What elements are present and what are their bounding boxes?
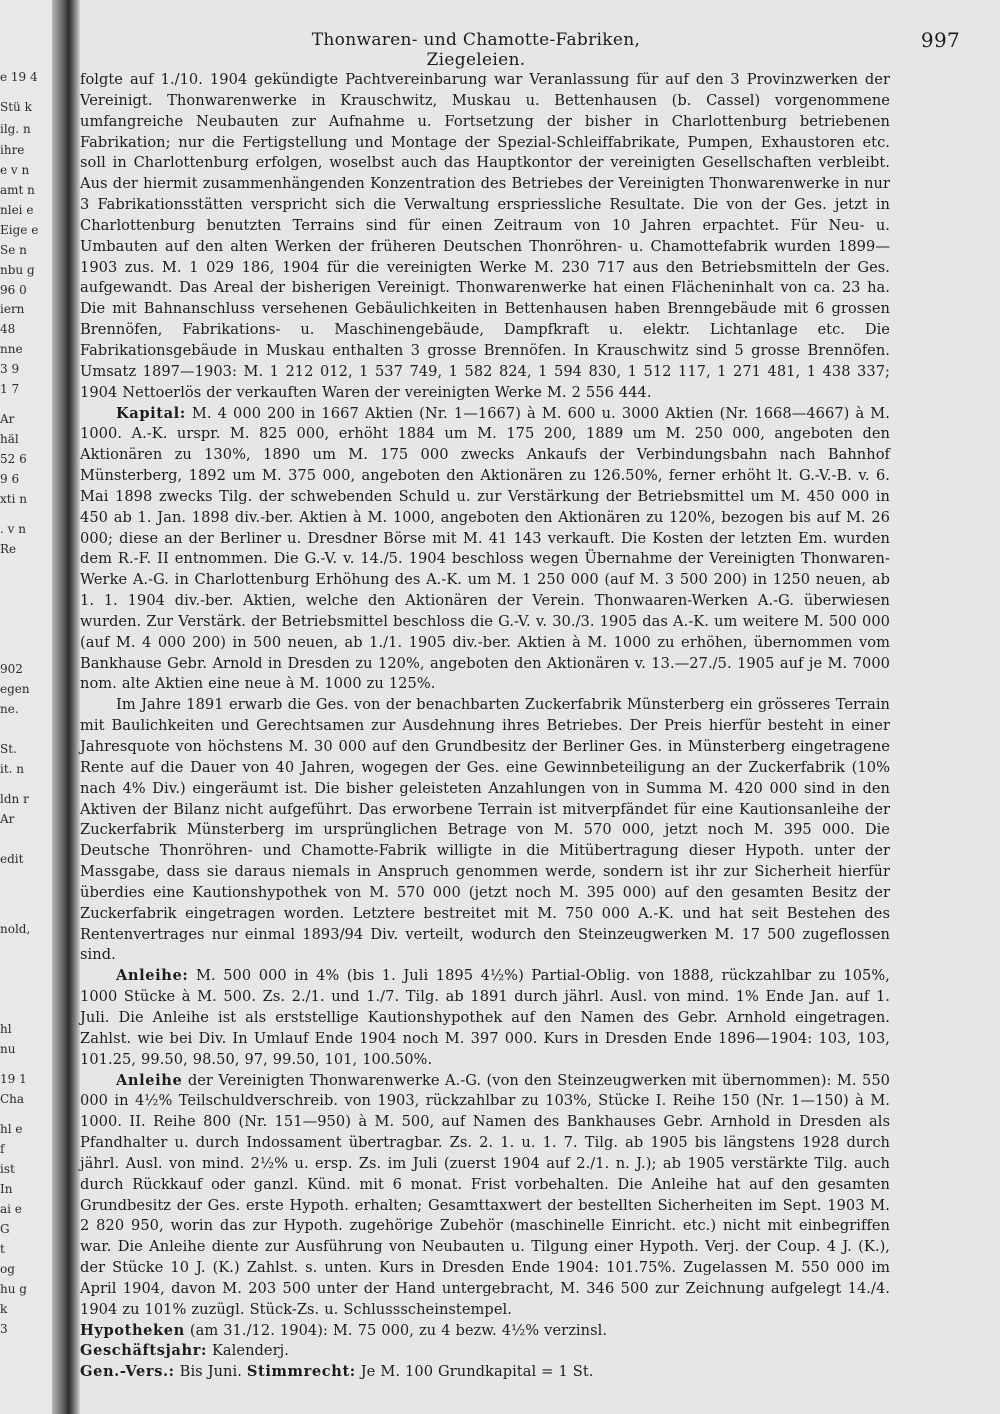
- page-number: 997: [920, 28, 960, 52]
- gutter-fragment: Re: [0, 542, 17, 556]
- gutter-fragment: Cha: [0, 1092, 25, 1106]
- gutter-fragment: Se n: [0, 243, 27, 257]
- gutter-fragment: hl e: [0, 1122, 23, 1136]
- gutter-fragment: egen: [0, 682, 30, 696]
- paragraph-continuation: folgte auf 1./10. 1904 gekündigte Pachtvereinbarung war Veranlassung für auf den 3 Provinzwerken der Vereinigt. Thonwarenwerke in Krauschwitz, Muskau u. Bettenhausen (b. Cassel) vorgenommene umfangreiche Neubauten zur Aufnahme u. Fortsetzung der bisher in Charlottenburg betriebenen Fabrikation; nur die Fertigstellung und Montage der Spezial-Schleiffabrikate, Pumpen, Exhaustoren etc. soll in Charlottenburg erfolgen, woselbst auch das Hauptkontor der vereinigten Gesellschaften verbleibt. Aus der hiermit zusammenhängenden Konzentration des Betriebes der Vereinigten Thonwarenwerke in nur 3 Fabrikationsstätten verspricht sich die Verwaltung erspriessliche Resultate. Die von der Ges. jetzt in Charlottenburg benutzten Terrains sind für einen Zeitraum von 10 Jahren erpachtet. Für Neu- u. Umbauten auf den alten Werken der früheren Deutschen Thonröhren- u. Chamottefabrik wurden 1899—1903 zus. M. 1 029 186, 1904 für die vereinigten Werke M. 230 717 aus den Betriebsmitteln der Ges. aufgewandt. Das Areal der bisherigen Vereinigt. Thonwarenwerke hat einen Flächeninhalt von ca. 23 ha. Die mit Bahnanschluss versehenen Gebäulichkeiten in Bettenhausen haben Brenngebäude mit 6 grossen Brennöfen, Fabrikations- u. Maschinengebäude, Dampfkraft u. elektr. Lichtanlage etc. Die Fabrikationsgebäude in Muskau enthalten 3 grosse Brennöfen. In Krauschwitz sind 5 grosse Brennöfen. Umsatz 1897—1903: M. 1 212 012, 1 537 749, 1 582 824, 1 594 830, 1 512 117, 1 271 481, 1 438 337; 1904 Nettoerlös der verkauften Waren der vereinigten Werke M. 2 556 444.: [80, 71, 890, 401]
- section-label-anleihe-2: Anleihe: [116, 1071, 183, 1089]
- paragraph-terrain: Im Jahre 1891 erwarb die Ges. von der benachbarten Zuckerfabrik Münsterberg ein grösseres Terrain mit Baulichkeiten und Gerechtsamen zur Ausdehnung ihres Betriebes. Der Preis hierfür besteht in einer Jahresquote von höchstens M. 30 000 auf den Grundbesitz der Berliner Ges. in Münsterberg eingetragene Rente auf die Dauer von 40 Jahren, wogegen der Ges. eine Gewinnbeteiligung an der Zuckerfabrik (10% nach 4% Div.) eingeräumt ist. Die bisher geleisteten Anzahlungen von in Summa M. 420 000 sind in den Aktiven der Bilanz nicht aufgeführt. Das erworbene Terrain ist mitverpfändet für eine Kautionsanleihe der Zuckerfabrik Münsterberg im ursprünglichen Betrage von M. 570 000, jetzt noch M. 395 000. Die Deutsche Thonröhren- und Chamotte-Fabrik willigte in die Mitübertragung dieser Hypoth. unter der Massgabe, dass sie daraus niemals in Anspruch genommen werde, sondern ist ihr zur Sicherheit hierfür überdies eine Kautionshypothek von M. 570 000 (jetzt noch M. 395 000) auf den gesamten Besitz der Zuckerfabrik eingetragen worden. Letztere bestreitet mit M. 750 000 A.-K. und hat seit Bestehen des Rentenvertrages nur einmal 1893/94 Div. verteilt, wodurch den Steinzeugwerken M. 17 500 zugeflossen sind.: [80, 696, 890, 964]
- gutter-fragment: ai e: [0, 1202, 22, 1216]
- section-label-stimmrecht: Stimmrecht:: [246, 1363, 356, 1381]
- paragraph-anleihe-1: Anleihe: M. 500 000 in 4% (bis 1. Juli 1895 4½%) Partial-Oblig. von 1888, rückzahlbar zu 105%, 1000 Stücke à M. 500. Zs. 2./1. und 1./7. Tilg. ab 1891 durch jährl. Ausl. von mind. 1% Ende Jan. auf 1. Juli. Die Anleihe ist als erststellige Kautionshypothek auf den Namen des Gebr. Arnhold eingetragen. Zahlst. wie bei Div. In Umlauf Ende 1904 noch M. 397 000. Kurs in Dresden Ende 1896—1904: 103, 103, 101.25, 99.50, 98.50, 97, 99.50, 101, 100.50%.: [80, 967, 890, 1068]
- gutter-fragment: og: [0, 1262, 15, 1276]
- paragraph-hypotheken: Hypotheken (am 31./12. 1904): M. 75 000, zu 4 bezw. 4½% verzinsl.: [80, 1321, 608, 1339]
- section-label-hypotheken: Hypotheken: [80, 1321, 185, 1339]
- gutter-fragment: e 19 4: [0, 70, 38, 84]
- gutter-fragment: ne.: [0, 702, 19, 716]
- gutter-fragment: Eige e: [0, 223, 39, 237]
- gutter-fragment: iern: [0, 302, 25, 316]
- gutter-fragment: Ar: [0, 412, 15, 426]
- gutter-fragment: nu: [0, 1042, 16, 1056]
- gutter-fragment: ilg. n: [0, 122, 31, 136]
- gutter-fragment: f: [0, 1142, 5, 1156]
- gutter-fragment: edit: [0, 852, 24, 866]
- gutter-fragment: nbu g: [0, 263, 35, 277]
- gutter-fragment: ihre: [0, 143, 25, 157]
- gutter-fragment: nlei e: [0, 203, 34, 217]
- gutter-fragment: 3 9: [0, 362, 20, 376]
- paragraph-kapital: Kapital: M. 4 000 200 in 1667 Aktien (Nr. 1—1667) à M. 600 u. 3000 Aktien (Nr. 1668—4667) à M. 1000. A.-K. urspr. M. 825 000, erhöht 1884 um M. 175 200, 1889 um M. 250 000, angeboten den Aktionären zu 130%, 1890 um M. 175 000 zwecks Ankaufs der Verbindungsbahn nach Bahnhof Münsterberg, 1892 um M. 375 000, angeboten den Aktionären zu 126.50%, ferner erhöht lt. G.-V.-B. v. 6. Mai 1898 zwecks Tilg. der schwebenden Schuld u. zur Verstärkung der Betriebsmittel um M. 450 000 in 450 ab 1. Jan. 1898 div.-ber. Aktien à M. 1000, angeboten den Aktionären zu 120%, bezogen bis auf M. 26 000; diese an der Berliner u. Dresdner Börse mit M. 41 143 verkauft. Die Kosten der letzten Em. wurden dem R.-F. II entnommen. Die G.-V. v. 14./5. 1904 beschloss wegen Übernahme der Vereinigten Thonwaren-Werke A.-G. in Charlottenburg Erhöhung des A.-K. um M. 1 250 000 (auf M. 3 500 200) in 1250 neuen, ab 1. 1. 1904 div.-ber. Aktien, welche den Aktionären der Verein. Thonwaaren-Werken A.-G. überwiesen wurden. Zur Verstärk. der Betriebsmittel beschloss die G.-V. v. 30./3. 1905 das A.-K. um weitere M. 500 000 (auf M. 4 000 200) in 500 neuen, ab 1./1. 1905 div.-ber. Aktien à M. 1000 zu erhöhen, übernommen vom Bankhause Gebr. Arnold in Dresden zu 120%, angeboten den Aktionären v. 13.—27./5. 1905 auf je M. 7000 nom. alte Aktien eine neue à M. 1000 zu 125%.: [80, 404, 890, 693]
- paragraph-anleihe-2: Anleihe der Vereinigten Thonwarenwerke A.-G. (von den Steinzeugwerken mit übernommen): M. 550 000 in 4½% Teilschuldverschreib. von 1903, rückzahlbar zu 103%, Stücke I. Reihe 150 (Nr. 1—150) à M. 1000. II. Reihe 800 (Nr. 151—950) à M. 500, auf Namen des Bankhauses Gebr. Arnhold in Dresden als Pfandhalter u. durch Indossament übertragbar. Zs. 2. 1. u. 1. 7. Tilg. ab 1905 bis längstens 1928 durch jährl. Ausl. von mind. 2½% u. ersp. Zs. im Juli (zuerst 1904 auf 2./1. n. J.); ab 1905 verstärkte Tilg. auch durch Rückkauf oder ganzl. Künd. mit 6 monat. Frist vorbehalten. Die Anleihe hat auf den gesamten Grundbesitz der Ges. erste Hypoth. erhalten; Gesamttaxwert der bestellten Sicherheiten im Sept. 1903 M. 2 820 950, worin das zur Hypoth. zugehörige Zubehör (maschinelle Einricht. etc.) nicht mit einbegriffen war. Die Anleihe diente zur Ausführung von Neubauten u. Tilgung einer Hypoth. Verj. der Coup. 4 J. (K.), der Stücke 10 J. (K.) Zahlst. s. unten. Kurs in Dresden Ende 1904: 101.75%. Zugelassen M. 550 000 im April 1904, davon M. 203 500 unter der Hand untergebracht, M. 346 500 zur Zeichnung aufgelegt 14./4. 1904 zu 101% zuzügl. Stück-Zs. u. Schlussscheinstempel.: [80, 1071, 890, 1318]
- gutter-fragment: 48: [0, 322, 16, 336]
- section-label-kapital: Kapital:: [116, 404, 186, 422]
- gutter-fragment: amt n: [0, 183, 35, 197]
- gutter-fragment: t: [0, 1242, 5, 1256]
- article-body: [80, 70, 890, 1383]
- gutter-fragment: St.: [0, 742, 17, 756]
- gutter-fragment: G: [0, 1222, 10, 1236]
- running-head: [80, 28, 960, 70]
- gutter-fragment: 1 7: [0, 382, 20, 396]
- gutter-fragment: it. n: [0, 762, 25, 776]
- gutter-fragment: 19 1: [0, 1072, 27, 1086]
- gutter-fragment: ist: [0, 1162, 15, 1176]
- binding-shadow: [52, 0, 80, 1414]
- gutter-fragment: k: [0, 1302, 8, 1316]
- gutter-fragment: nold,: [0, 922, 31, 936]
- paragraph-gen-vers: Gen.-Vers.: Bis Juni. Stimmrecht: Je M. 100 Grundkapital = 1 St.: [80, 1363, 594, 1381]
- section-label-anleihe: Anleihe:: [116, 967, 189, 985]
- gutter-fragment: nne: [0, 342, 23, 356]
- gutter-fragment: 9 6: [0, 472, 20, 486]
- gutter-fragment: In: [0, 1182, 13, 1196]
- running-head-title: Thonwaren- und Chamotte-Fabriken, Ziegeleien.: [311, 30, 641, 70]
- gutter-fragment: ldn r: [0, 792, 29, 806]
- gutter-fragment: xti n: [0, 492, 27, 506]
- gutter-fragment: hu g: [0, 1282, 27, 1296]
- gutter-fragment: 902: [0, 662, 23, 676]
- section-label-geschaeftsjahr: Geschäftsjahr:: [80, 1342, 207, 1360]
- gutter-fragment: . v n: [0, 522, 26, 536]
- gutter-fragment: Stü k: [0, 100, 32, 114]
- gutter-fragment: e v n: [0, 163, 30, 177]
- gutter-fragment: hl: [0, 1022, 12, 1036]
- gutter-fragment: 96 0: [0, 283, 27, 297]
- gutter-fragment: häl: [0, 432, 19, 446]
- gutter-fragment: 3: [0, 1322, 8, 1336]
- gutter-fragment: Ar: [0, 812, 15, 826]
- section-label-gen-vers: Gen.-Vers.:: [80, 1363, 175, 1381]
- paragraph-geschaeftsjahr: Geschäftsjahr: Kalenderj.: [80, 1342, 289, 1360]
- gutter-fragment: 52 6: [0, 452, 27, 466]
- page: [80, 0, 1000, 1414]
